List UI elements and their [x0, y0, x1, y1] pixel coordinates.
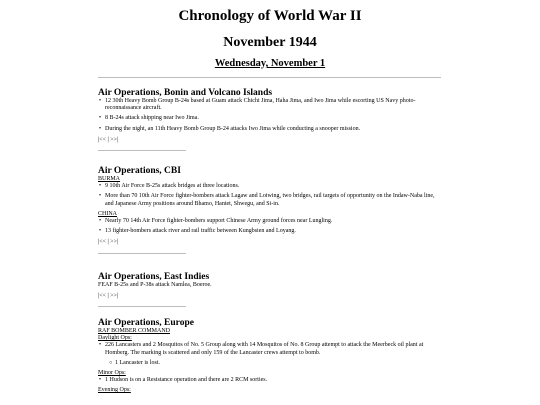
list-item: • 9 10th Air Force B-25s attack bridges at three locations.: [105, 183, 443, 190]
section-east-indies: [98, 272, 443, 307]
page-title: Chronology of World War II: [178, 8, 362, 24]
raf-label: RAF BOMBER COMMAND: [98, 328, 171, 334]
section-europe: [98, 318, 443, 395]
page-date: Wednesday, November 1: [214, 58, 326, 69]
section-divider: [98, 306, 186, 307]
section-title: Air Operations, Europe: [98, 318, 194, 328]
list-item: • Nearly 70 14th Air Force fighter-bombers support Chinese Army ground forces near Lungling.: [105, 218, 443, 225]
minor-list: [98, 377, 443, 384]
list-item: • 1 Hudson is on a Resistance operation and there are 2 RCM sorties.: [105, 377, 443, 384]
section-cbi: [98, 166, 443, 254]
evening-label: Evening Ops:: [98, 387, 131, 394]
bonin-list: [98, 98, 443, 133]
nav-links[interactable]: |<< | >>|: [98, 136, 119, 143]
list-item: • During the night, an 11th Heavy Bomb Group B-24 attacks Iwo Jima while conducting a snooper mission.: [105, 126, 443, 133]
section-divider: [98, 253, 186, 254]
list-item: • 8 B-24s attack shipping near Iwo Jima.: [105, 115, 443, 122]
list-item: • 226 Lancasters and 2 Mosquitos of No. 5 Group along with 14 Mosquitos of No. 8 Group attempt to attack the Meerbeck oil plant at Homberg. The marking is scattered and only 159 of the Lancaster crews attempt to bomb.: [105, 342, 443, 356]
list-item: • 12 30th Heavy Bomb Group B-24s based at Guam attack Chichi Jima, Haha Jima, and Iwo Jima while escorting US Navy photo-reconnaissance aircraft.: [105, 98, 443, 112]
china-label: CHINA: [98, 210, 117, 217]
burma-label: BURMA: [98, 176, 121, 182]
burma-list: [98, 183, 443, 208]
daylight-list: [98, 342, 443, 356]
nav-links[interactable]: |<< | >>|: [98, 239, 119, 246]
section-title: Air Operations, CBI: [98, 166, 181, 176]
page-month: November 1944: [223, 35, 317, 50]
list-item: • More than 70 10th Air Force fighter-bombers attack Lagaw and Loiwing, two bridges, rail targets of opportunity on the Indaw-Naba line, and Japanese Army positions around Bhamo, Hantet, Shwegu, and Si-in.: [105, 193, 443, 207]
section-divider: [98, 150, 186, 151]
daylight-label: Daylight Ops:: [98, 335, 132, 342]
daylight-sub-list: [108, 360, 443, 367]
list-item: ○ 1 Lancaster is lost.: [115, 360, 443, 367]
section-bonin: [98, 88, 443, 151]
china-list: [98, 218, 443, 235]
section-title: Air Operations, East Indies: [98, 272, 210, 282]
header-divider: [98, 77, 441, 78]
minor-label: Minor Ops:: [98, 370, 126, 377]
nav-links[interactable]: |<< | >>|: [98, 293, 119, 300]
section-title: Air Operations, Bonin and Volcano Islands: [98, 88, 273, 98]
east-indies-text: FEAF B-25s and P-38s attack Namlea, Boeroe.: [98, 282, 212, 288]
list-item: • 13 fighter-bombers attack river and rail traffic between Kungbsien and Loyang.: [105, 228, 443, 235]
